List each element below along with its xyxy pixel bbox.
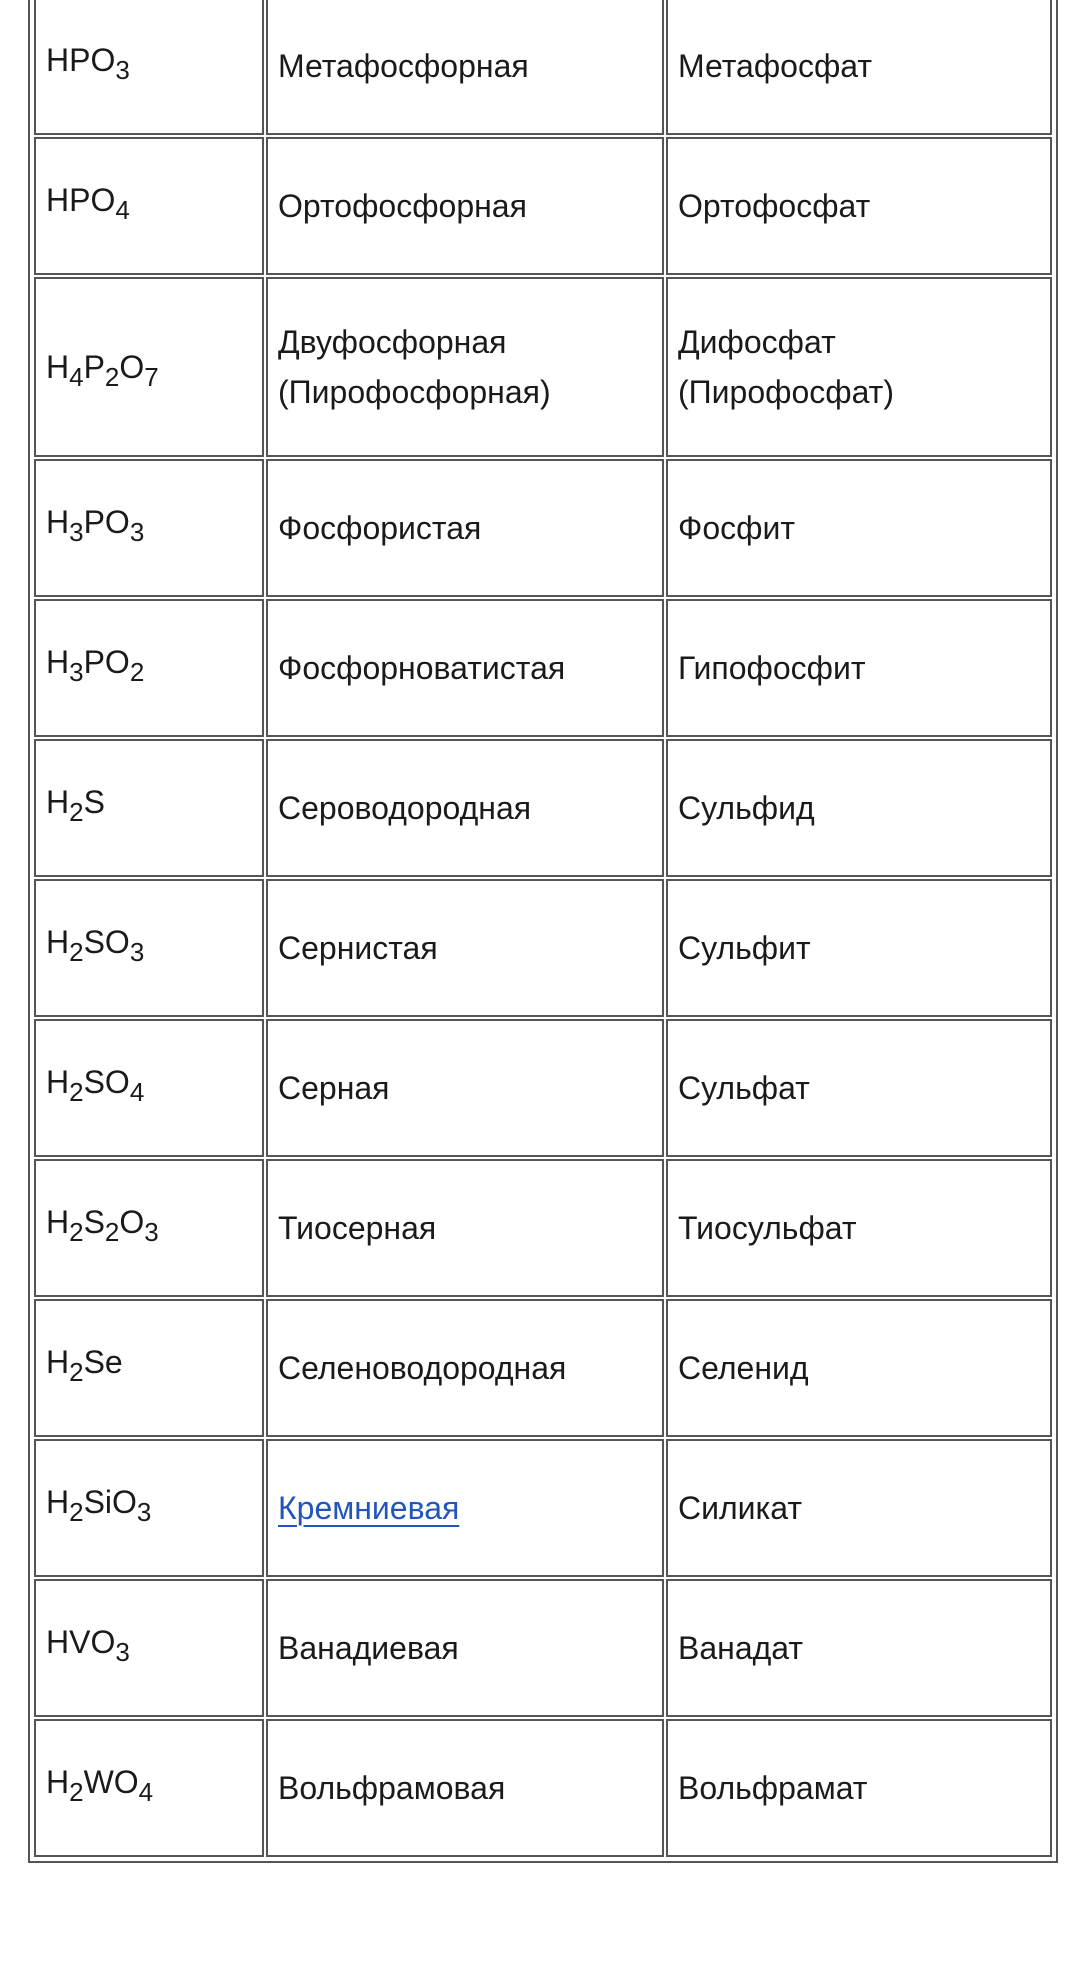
formula-subscript: 2 xyxy=(69,1497,84,1527)
salt-name-cell xyxy=(666,1299,1052,1437)
acid-name: Ванадиевая xyxy=(278,1630,459,1666)
acid-name-cell xyxy=(266,137,664,275)
acid-name: Сернистая xyxy=(278,930,438,966)
formula-subscript: 2 xyxy=(104,362,120,392)
acid-name: Селеноводородная xyxy=(278,1350,567,1386)
salt-name-cell xyxy=(666,599,1052,737)
formula-element: O xyxy=(113,1764,139,1800)
formula-subscript: 4 xyxy=(129,1077,145,1107)
acid-name: Фосфористая xyxy=(278,510,482,546)
salt-name: Сульфид xyxy=(678,790,815,826)
formula-subscript: 2 xyxy=(69,937,84,967)
formula-subscript: 3 xyxy=(129,517,145,547)
formula-element: S xyxy=(83,924,105,960)
salt-name: Селенид xyxy=(678,1350,809,1386)
acid-name-link[interactable]: Кремниевая xyxy=(278,1490,460,1526)
salt-name-cell xyxy=(666,1439,1052,1577)
acid-name: Вольфрамовая xyxy=(278,1770,506,1806)
table-row xyxy=(34,277,1052,457)
salt-name-cell xyxy=(666,1159,1052,1297)
formula-element: H xyxy=(46,924,70,960)
formula-subscript: 3 xyxy=(69,517,84,547)
table-row xyxy=(34,459,1052,597)
formula-subscript: 3 xyxy=(144,1217,159,1247)
formula-element: H xyxy=(46,42,70,78)
salt-name: Гипофосфит xyxy=(678,650,866,686)
formula-cell xyxy=(34,1439,264,1577)
salt-name: Фосфит xyxy=(678,510,795,546)
formula-element: O xyxy=(90,42,116,78)
acid-name-cell xyxy=(266,599,664,737)
formula-element: H xyxy=(46,1484,70,1520)
acid-name-cell xyxy=(266,879,664,1017)
formula-subscript: 7 xyxy=(144,362,159,392)
formula-element: H xyxy=(46,1764,70,1800)
formula-subscript: 2 xyxy=(69,1357,84,1387)
table-row xyxy=(34,879,1052,1017)
salt-name: Сульфат xyxy=(678,1070,810,1106)
acid-name-cell xyxy=(266,739,664,877)
table-row xyxy=(34,0,1052,135)
formula-element: H xyxy=(46,1204,70,1240)
formula-subscript: 2 xyxy=(104,1217,120,1247)
formula-subscript: 2 xyxy=(69,797,84,827)
formula-element: V xyxy=(69,1624,91,1660)
formula-element: O xyxy=(90,1624,116,1660)
table-row xyxy=(34,1579,1052,1717)
acid-name-cell xyxy=(266,459,664,597)
formula-cell xyxy=(34,277,264,457)
formula-element: H xyxy=(46,1624,70,1660)
formula-subscript: 2 xyxy=(69,1077,84,1107)
acid-name-cell xyxy=(266,1299,664,1437)
formula-element: H xyxy=(46,1344,70,1380)
salt-name: Сульфит xyxy=(678,930,811,966)
acid-name: Ортофосфорная xyxy=(278,188,527,224)
formula-cell xyxy=(34,0,264,135)
salt-name: Вольфрамат xyxy=(678,1770,868,1806)
acid-name-cell xyxy=(266,1019,664,1157)
formula-subscript: 3 xyxy=(136,1497,152,1527)
formula-element: O xyxy=(112,1484,137,1520)
formula-cell xyxy=(34,1159,264,1297)
salt-name: Тиосульфат xyxy=(678,1210,857,1246)
table-row xyxy=(34,1719,1052,1857)
formula-cell xyxy=(34,459,264,597)
table-row xyxy=(34,137,1052,275)
formula-element: O xyxy=(90,182,116,218)
table-row xyxy=(34,739,1052,877)
formula-subscript: 4 xyxy=(115,195,130,225)
formula-element: H xyxy=(46,784,70,820)
formula-element: O xyxy=(104,924,130,960)
acid-name-cell xyxy=(266,1579,664,1717)
formula-element: P xyxy=(83,644,105,680)
formula-element: O xyxy=(104,1064,130,1100)
formula-element: S xyxy=(83,1064,105,1100)
acid-name: Двуфосфорная (Пирофосфорная) xyxy=(278,324,551,410)
salt-name-cell xyxy=(666,459,1052,597)
formula-subscript: 3 xyxy=(129,937,145,967)
acid-name: Сероводородная xyxy=(278,790,532,826)
formula-element: P xyxy=(83,504,105,540)
acid-name-cell xyxy=(266,0,664,135)
formula-element: H xyxy=(46,182,70,218)
table-row xyxy=(34,1019,1052,1157)
formula-cell xyxy=(34,599,264,737)
formula-subscript: 4 xyxy=(138,1777,154,1807)
acid-name: Серная xyxy=(278,1070,390,1106)
salt-name: Ванадат xyxy=(678,1630,804,1666)
formula-element: O xyxy=(119,349,145,385)
formula-element: P xyxy=(69,182,91,218)
acid-name-cell xyxy=(266,1439,664,1577)
salt-name: Силикат xyxy=(678,1490,802,1526)
formula-element: H xyxy=(46,504,70,540)
formula-cell xyxy=(34,1299,264,1437)
formula-element: O xyxy=(104,644,130,680)
formula-subscript: 3 xyxy=(69,657,84,687)
formula-element: O xyxy=(104,504,130,540)
salt-name-cell xyxy=(666,1579,1052,1717)
salt-name: Ортофосфат xyxy=(678,188,871,224)
table-row xyxy=(34,1439,1052,1577)
table-row xyxy=(34,599,1052,737)
formula-cell xyxy=(34,137,264,275)
formula-cell xyxy=(34,1719,264,1857)
acid-name-cell xyxy=(266,277,664,457)
acids-table xyxy=(28,0,1058,1863)
formula-subscript: 3 xyxy=(115,55,130,85)
acid-name: Тиосерная xyxy=(278,1210,437,1246)
formula-element: O xyxy=(119,1204,145,1240)
acid-name-cell xyxy=(266,1719,664,1857)
formula-subscript: 4 xyxy=(69,362,84,392)
table-body xyxy=(34,0,1052,1857)
acids-table-grid xyxy=(32,0,1054,1859)
formula-cell xyxy=(34,1579,264,1717)
table-row xyxy=(34,1159,1052,1297)
formula-element: H xyxy=(46,644,70,680)
formula-element: Se xyxy=(83,1344,123,1380)
formula-cell xyxy=(34,739,264,877)
formula-subscript: 2 xyxy=(129,657,145,687)
acid-name-cell xyxy=(266,1159,664,1297)
formula-subscript: 3 xyxy=(115,1637,130,1667)
salt-name-cell xyxy=(666,0,1052,135)
salt-name-cell xyxy=(666,277,1052,457)
formula-cell xyxy=(34,1019,264,1157)
salt-name-cell xyxy=(666,1019,1052,1157)
formula-element: Si xyxy=(83,1484,113,1520)
formula-element: S xyxy=(83,784,105,820)
salt-name: Метафосфат xyxy=(678,48,873,84)
table-row xyxy=(34,1299,1052,1437)
salt-name-cell xyxy=(666,137,1052,275)
formula-element: P xyxy=(69,42,91,78)
formula-element: S xyxy=(83,1204,105,1240)
formula-cell xyxy=(34,879,264,1017)
salt-name: Дифосфат (Пирофосфат) xyxy=(678,324,894,410)
formula-subscript: 2 xyxy=(69,1217,84,1247)
salt-name-cell xyxy=(666,739,1052,877)
acid-name: Метафосфорная xyxy=(278,48,529,84)
formula-element: H xyxy=(46,1064,70,1100)
formula-element: P xyxy=(83,349,105,385)
salt-name-cell xyxy=(666,879,1052,1017)
formula-element: W xyxy=(83,1764,114,1800)
acid-name: Фосфорноватистая xyxy=(278,650,566,686)
salt-name-cell xyxy=(666,1719,1052,1857)
formula-subscript: 2 xyxy=(69,1777,84,1807)
formula-element: H xyxy=(46,349,70,385)
